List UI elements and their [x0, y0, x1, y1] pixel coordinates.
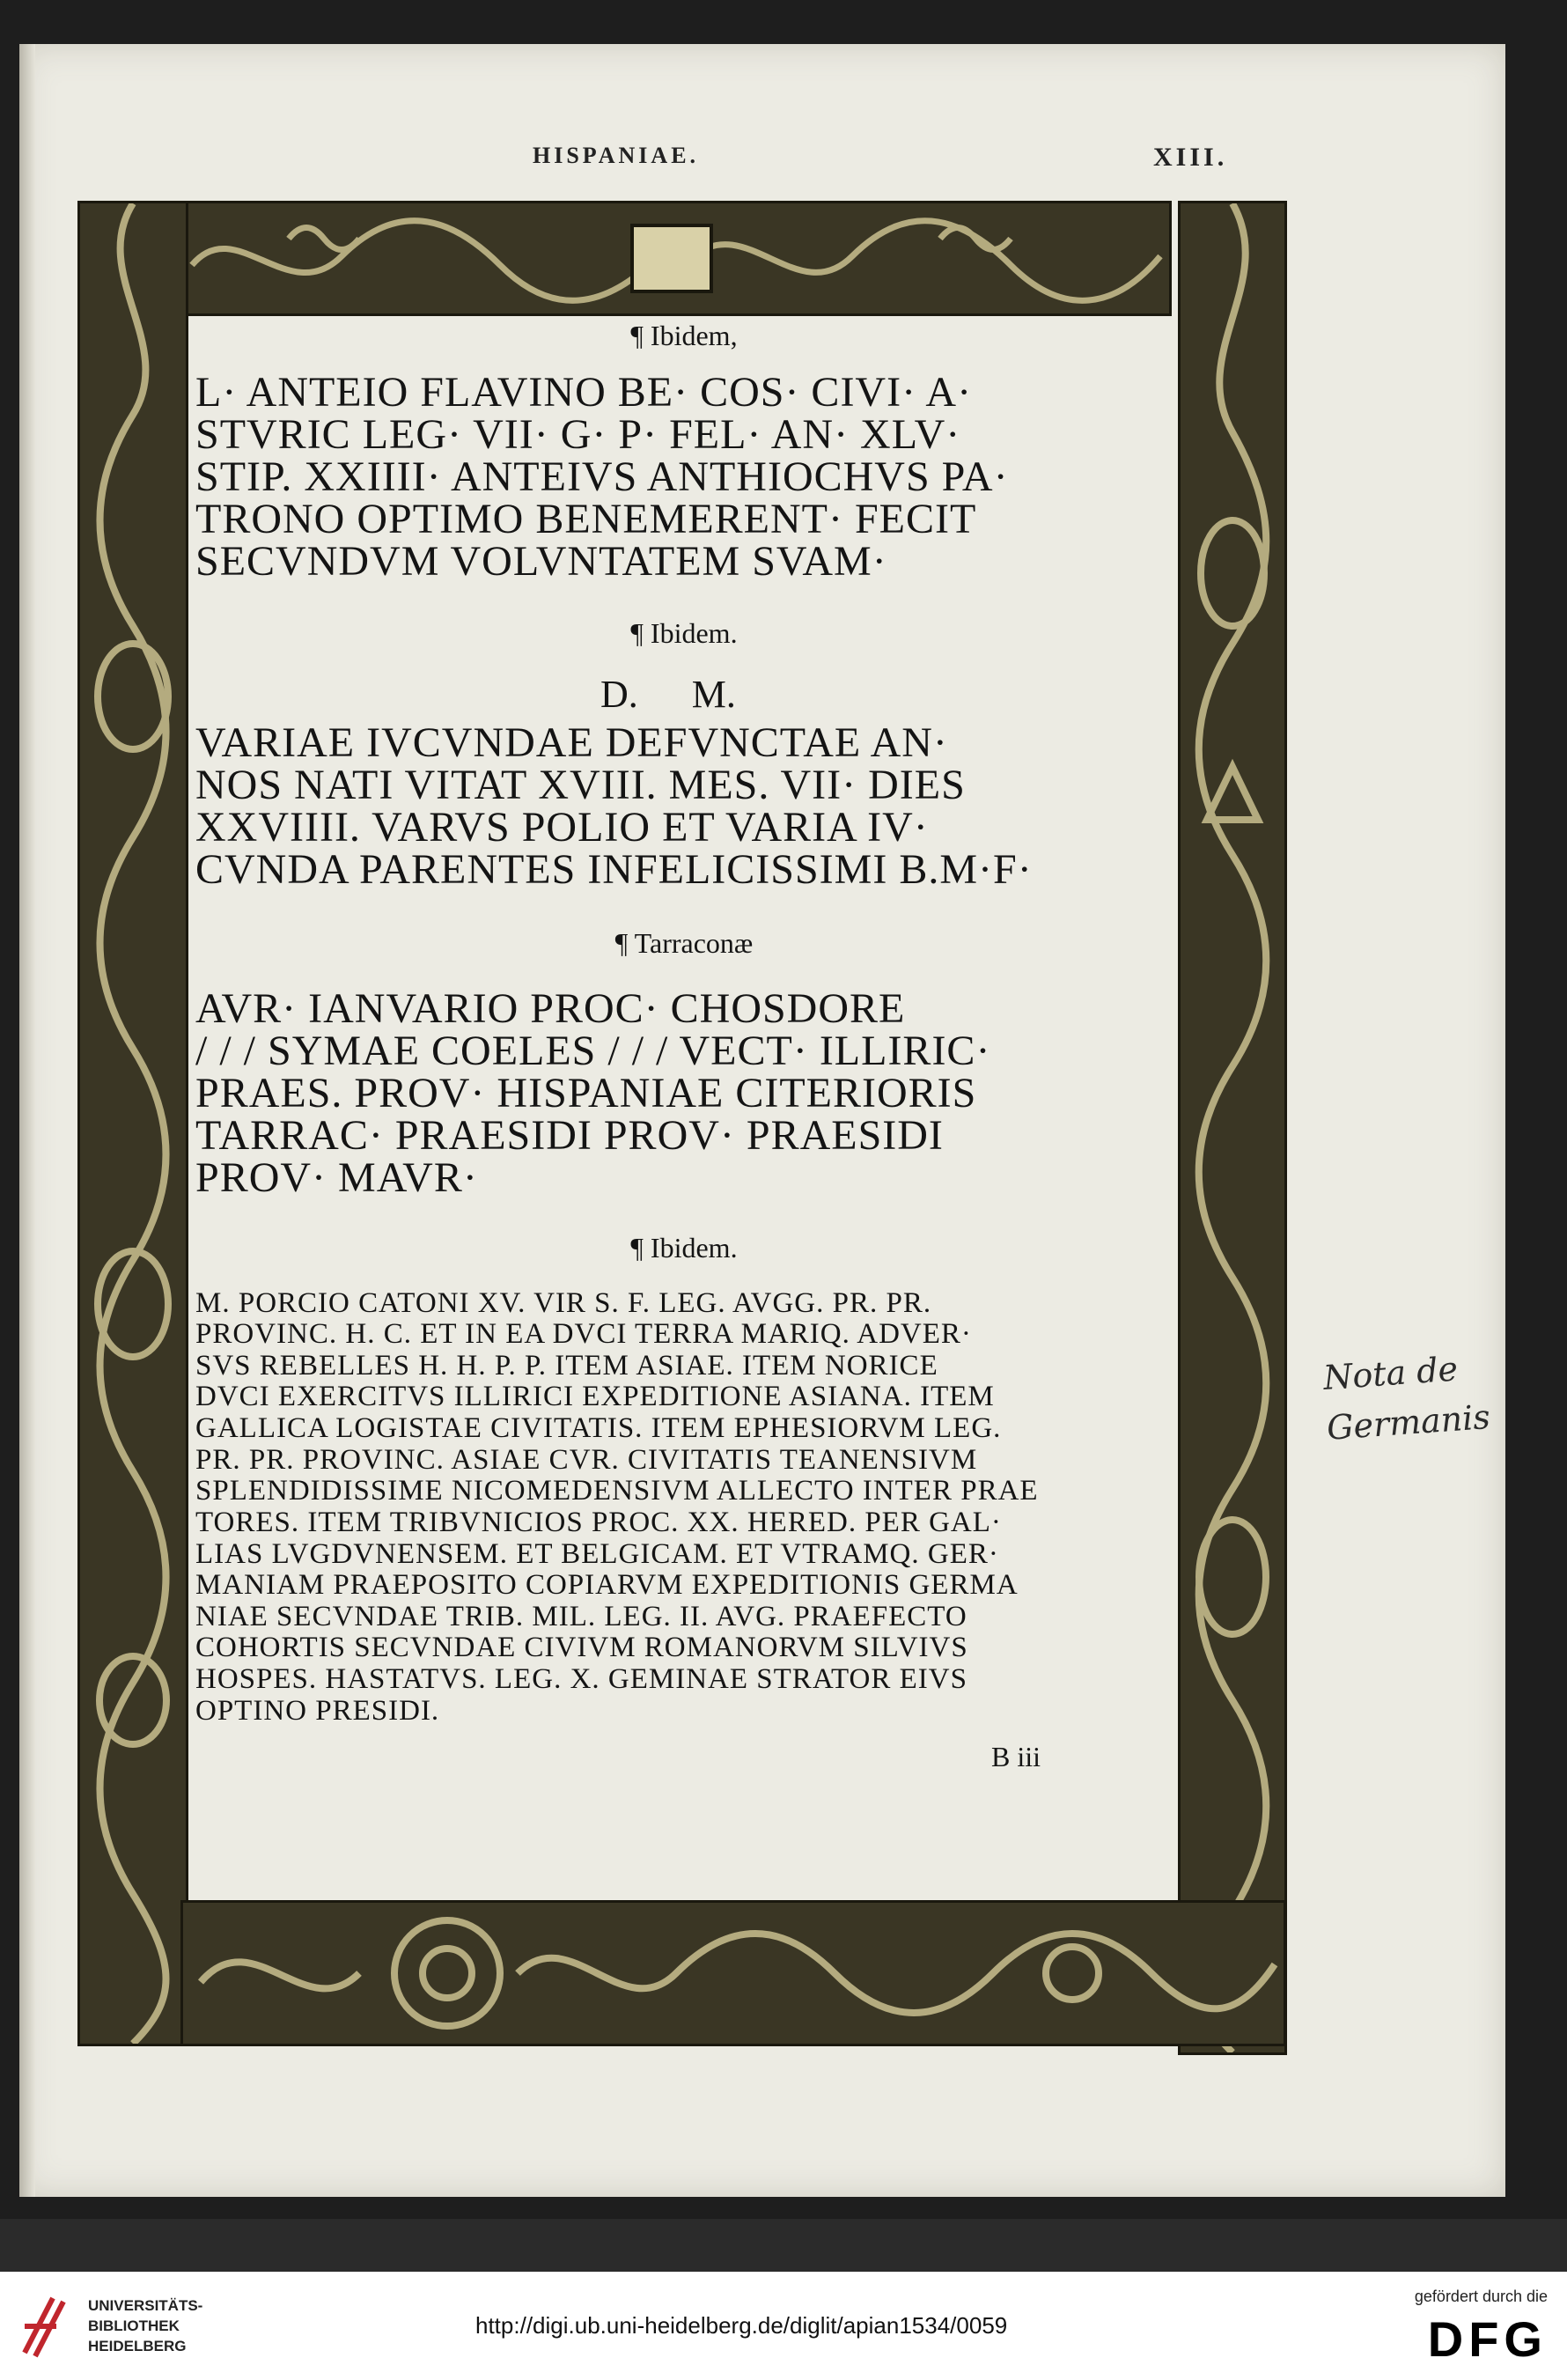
- marginal-note-line: Germanis: [1325, 1396, 1492, 1448]
- handwritten-marginal-note: [1321, 1341, 1504, 1454]
- dm-dedication: D. M.: [600, 672, 736, 716]
- inscription-heading: ¶ Ibidem,: [630, 320, 738, 351]
- inscription-text: L· ANTEIO FLAVINO BE· COS· CIVI· A· STVRIC LEG· VII· G· P· FEL· AN· XLV· STIP. XXIIII· ANTEIVS ANTHIOCHVS PA· TRONO OPTIMO BENEMERENT· FECIT SECVNDVM VOLVNTATEM SVAM·: [195, 369, 1009, 586]
- funding-caption: gefördert durch die: [1414, 2288, 1548, 2305]
- library-name: UNIVERSITÄTS- BIBLIOTHEK HEIDELBERG: [88, 2297, 203, 2354]
- ornamental-border-left: [77, 201, 188, 2046]
- ornamental-border-bottom: [180, 1900, 1286, 2046]
- inscription-text-block: [195, 317, 1173, 1773]
- marginal-note-line: Nota de: [1321, 1349, 1460, 1397]
- running-head: HISPANIAE.: [533, 143, 700, 168]
- library-logo-icon: [18, 2291, 72, 2362]
- inscription-heading: ¶ Ibidem.: [630, 1232, 738, 1264]
- inscription-heading: ¶ Ibidem.: [630, 617, 738, 650]
- inscription-text: M. PORCIO CATONI XV. VIR S. F. LEG. AVGG. PR. PR. PROVINC. H. C. ET IN EA DVCI TERRA MARIQ. ADVER· SVS REBELLES H. H. P. P. ITEM ASIAE. ITEM NORICE DVCI EXERCITVS ILLIRICI EXPEDITIONE ASIANA. ITEM GALLICA LOGISTAE CIVITATIS. ITEM EPHESIORVM LEG. PR. PR. PROVINC. ASIAE CVR. CIVITATIS TEANENSIVM SPLENDIDISSIME NICOMEDENSIVM ALLECTO INTER PRAE TORES. ITEM TRIBVNICIOS PROC. XX. HERED. PER GAL· LIAS LVGDVNENSEM. ET BELGICAM. ET VTRAMQ. GER· MANIAM PRAEPOSITO COPIARVM EXPEDITIONIS GERMA NIAE SECVNDAE TRIB. MIL. LEG. II. AVG. PRAEFECTO COHORTIS SECVNDAE CIVIVM ROMANORVM SILVIVS HOSPES. HASTATVS. LEG. X. GEMINAE STRATOR EIVS OPTINO PRESIDI.: [195, 1286, 1039, 1727]
- ornamental-border-right: [1178, 201, 1287, 2055]
- inscription-heading: ¶ Tarraconæ: [614, 926, 754, 959]
- folio-number: XIII.: [1153, 143, 1228, 172]
- dfg-logo: DFG: [1427, 2311, 1548, 2367]
- page-gutter-edge: [19, 44, 35, 2197]
- ornamental-border-top: [180, 201, 1172, 316]
- footer-bar: [0, 2272, 1567, 2380]
- inscription-text: AVR· IANVARIO PROC· CHOSDORE / / / SYMAE COELES / / / VECT· ILLIRIC· PRAES. PROV· HISPANIAE CITERIORIS TARRAC· PRAESIDI PROV· PRAESIDI PROV· MAVR·: [195, 985, 991, 1202]
- signature-mark: B iii: [990, 1741, 1041, 1773]
- inscription-text: VARIAE IVCVNDAE DEFVNCTAE AN· NOS NATI VITAT XVIII. MES. VII· DIES XXVIIII. VARVS POLIO ET VARIA IV· CVNDA PARENTES INFELICISSIMI B.M·F·: [195, 718, 1033, 893]
- source-url-link[interactable]: http://digi.ub.uni-heidelberg.de/diglit/apian1534/0059: [475, 2312, 1008, 2339]
